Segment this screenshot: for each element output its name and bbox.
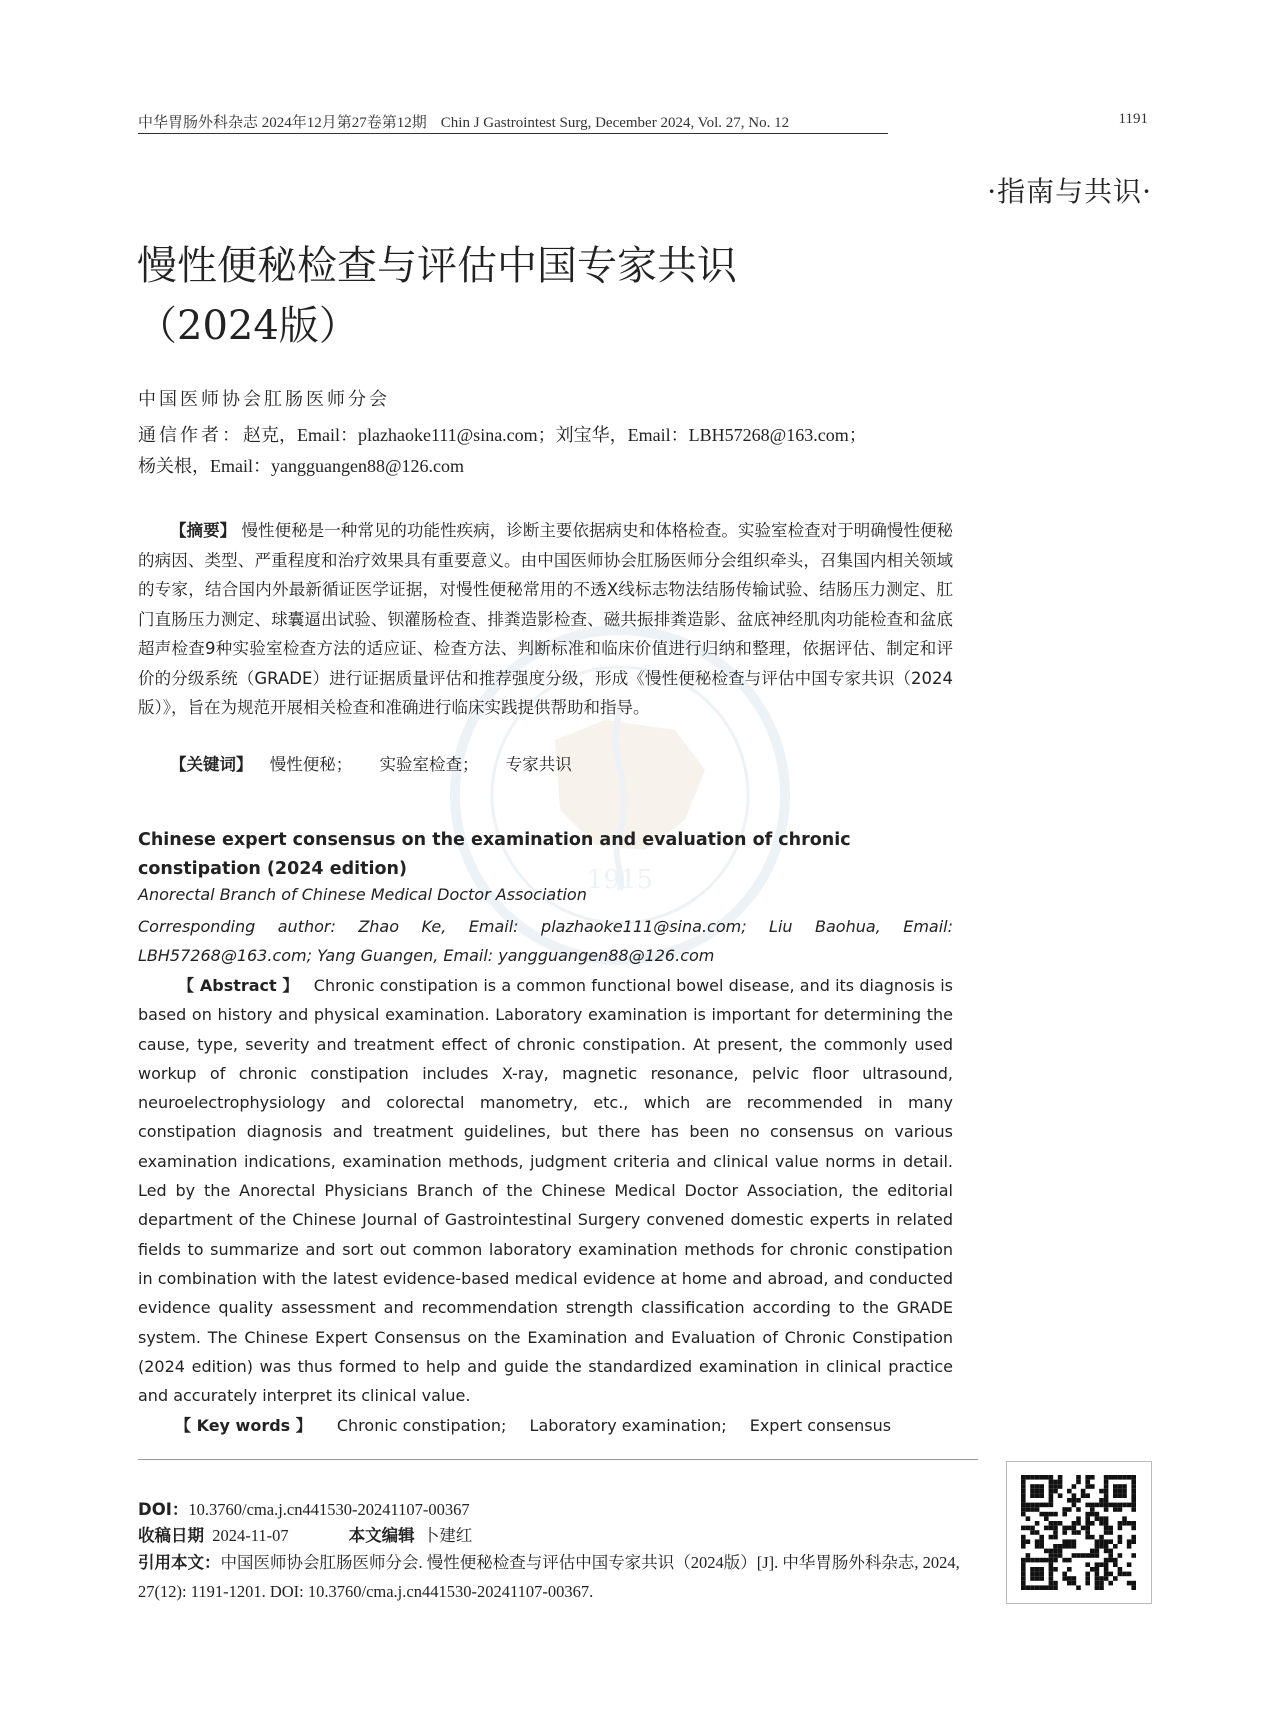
english-organization: Anorectal Branch of Chinese Medical Doctor Association [138,885,587,904]
corr-line-1: 赵克，Email：plazhaoke111@sina.com；刘宝华，Email：LBH57268@163.com； [243,425,867,445]
journal-header [138,111,789,132]
journal-name-cn: 中华胃肠外科杂志 2024年12月第27卷第12期 [138,115,427,131]
editor-label: 本文编辑 [348,1526,415,1545]
corr-label: 通信作者： [138,425,243,446]
received-line [138,1522,472,1546]
keyword-en: Chronic constipation; [336,1416,507,1435]
keyword-en: Expert consensus [749,1416,892,1435]
keyword-en: Laboratory examination; [529,1416,727,1435]
english-corresponding: Corresponding author: Zhao Ke, Email: plazhaoke111@sina.com; Liu Baohua, Email: LBH57268@163.com; Yang Guangen, Email: yangguangen88@126.com [138,917,953,965]
header-rule [138,133,888,134]
qr-code[interactable] [1006,1461,1152,1604]
author-organization: 中国医师协会肛肠医师分会 [138,389,390,410]
keyword-cn: 慢性便秘； [269,755,353,774]
seal-year: 1915 [586,865,654,895]
doi-value: 10.3760/cma.j.cn441530-20241107-00367 [188,1500,470,1519]
cite-text: 中国医师协会肛肠医师分会. 慢性便秘检查与评估中国专家共识（2024版）[J]. 中华胃肠外科杂志, 2024, 27(12): 1191-1201. DOI: 10.3760/cma.j.cn441530-20241107-00367. [138,1553,960,1601]
english-title: Chinese expert consensus on the examination and evaluation of chronic constipation (2024 edition) [138,830,851,879]
abstract-en [138,971,953,1410]
keyword-cn: 实验室检查； [379,755,479,774]
keywords-cn [170,751,594,775]
journal-name-en: Chin J Gastrointest Surg, December 2024, Vol. 27, No. 12 [440,115,790,131]
cite-label: 引用本文： [138,1553,221,1572]
title-line-1: 慢性便秘检查与评估中国专家共识 [137,243,737,289]
doi-label: DOI： [138,1500,189,1519]
doi-line [138,1496,470,1520]
corr-line-2: 杨关根，Email：yangguangen88@126.com [138,456,465,476]
corresponding-authors [138,420,958,482]
article-title [137,236,737,356]
received-date: 2024-11-07 [212,1526,289,1545]
received-label: 收稿日期 [138,1526,204,1545]
title-line-2: （2024版） [137,303,359,349]
citation [138,1548,978,1606]
keywords-cn-label: 【关键词】 [170,755,253,774]
qr-code-icon [1007,1462,1151,1603]
editor-name: 卜建红 [422,1526,473,1545]
abstract-cn-label: 【摘要】 [170,521,237,540]
column-tag: ·指南与共识· [987,175,1152,208]
abstract-cn [138,516,953,723]
page-number: 1191 [1118,111,1148,127]
abstract-en-text: Chronic constipation is a common functional bowel disease, and its diagnosis is based on history and physical examination. Laboratory examination is important for determining the cause, type, severity and treatment effect of chronic constipation. At present, the commonly used workup of chronic constipation includes X-ray, magnetic resonance, pelvic floor ultrasound, neuroelectrophysiology and colorectal manometry, etc., which are recommended in many constipation diagnosis and treatment guidelines, but there has been no consensus on various examination indications, examination methods, judgment criteria and clinical value norms in detail. Led by the Anorectal Physicians Branch of the Chinese Medical Doctor Association, the editorial department of the Chinese Journal of Gastrointestinal Surgery convened domestic experts in related fields to summarize and sort out common laboratory examination methods for chronic constipation in combination with the latest evidence-based medical evidence at home and abroad, and conducted evidence quality assessment and recommendation strength classification according to the GRADE system. The Chinese Expert Consensus on the Examination and Evaluation of Chronic Constipation (2024 edition) was thus formed to help and guide the standardized examination in clinical practice and accurately interpret its clinical value. [138,976,953,1406]
keywords-en-label: 【 Key words 】 [175,1416,312,1435]
abstract-en-label: 【 Abstract 】 [178,976,299,995]
keyword-cn: 专家共识 [505,755,572,774]
keywords-en [175,1413,909,1436]
footer-rule [138,1459,978,1460]
abstract-cn-text: 慢性便秘是一种常见的功能性疾病，诊断主要依据病史和体格检查。实验室检查对于明确慢性便秘的病因、类型、严重程度和治疗效果具有重要意义。由中国医师协会肛肠医师分会组织牵头，召集国内相关领域的专家，结合国内外最新循证医学证据，对慢性便秘常用的不透X线标志物法结肠传输试验、结肠压力测定、肛门直肠压力测定、球囊逼出试验、钡灌肠检查、排粪造影检查、磁共振排粪造影、盆底神经肌肉功能检查和盆底超声检查9种实验室检查方法的适应证、检查方法、判断标准和临床价值进行归纳和整理，依据评估、制定和评价的分级系统（GRADE）进行证据质量评估和推荐强度分级，形成《慢性便秘检查与评估中国专家共识（2024版）》，旨在为规范开展相关检查和准确进行临床实践提供帮助和指导。 [138,521,954,717]
